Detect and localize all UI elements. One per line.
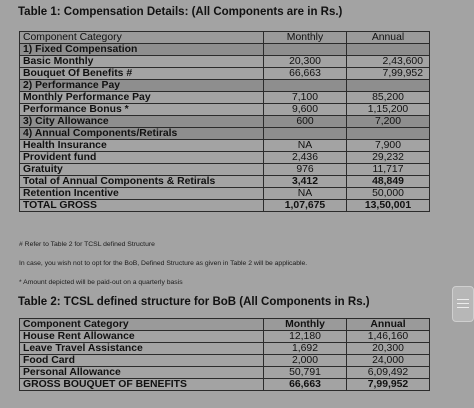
table-row — [20, 152, 430, 164]
row-monthly: 976 — [264, 164, 347, 176]
row-label: Leave Travel Assistance — [20, 343, 264, 355]
grip-line-icon — [457, 307, 469, 308]
row-monthly: 7,100 — [264, 92, 347, 104]
row-label: Total of Annual Components & Retirals — [20, 176, 264, 188]
row-monthly: 20,300 — [264, 56, 347, 68]
table1-title: Table 1: Compensation Details: (All Components are in Rs.) — [18, 6, 343, 18]
row-monthly: 9,600 — [264, 104, 347, 116]
row-monthly: NA — [264, 140, 347, 152]
table2-header-row — [20, 319, 430, 331]
row-annual: 1,15,200 — [347, 104, 430, 116]
row-annual: 24,000 — [347, 355, 430, 367]
row-label: Provident fund — [20, 152, 264, 164]
table1-header-row — [20, 32, 430, 44]
row-monthly: 3,412 — [264, 176, 347, 188]
table-row — [20, 343, 430, 355]
row-label: 1) Fixed Compensation — [20, 44, 264, 56]
row-annual: 2,43,600 — [347, 56, 430, 68]
table-row — [20, 176, 430, 188]
row-annual: 48,849 — [347, 176, 430, 188]
row-label: Personal Allowance — [20, 367, 264, 379]
row-monthly: 66,663 — [264, 379, 347, 391]
row-monthly: 1,07,675 — [264, 200, 347, 212]
row-label: 2) Performance Pay — [20, 80, 264, 92]
row-annual — [347, 80, 430, 92]
row-label: TOTAL GROSS — [20, 200, 264, 212]
table2-header-annual: Annual — [347, 319, 430, 331]
compensation-table — [19, 31, 430, 212]
table-row — [20, 116, 430, 128]
row-label: Monthly Performance Pay — [20, 92, 264, 104]
row-label: Basic Monthly — [20, 56, 264, 68]
table-row — [20, 44, 430, 56]
row-monthly — [264, 44, 347, 56]
row-annual: 7,200 — [347, 116, 430, 128]
table2-title: Table 2: TCSL defined structure for BoB (All Components in Rs.) — [18, 296, 370, 308]
table1-header-monthly: Monthly — [264, 32, 347, 44]
table-row — [20, 80, 430, 92]
table-row — [20, 92, 430, 104]
table2-header-monthly: Monthly — [264, 319, 347, 331]
row-monthly — [264, 128, 347, 140]
table-row — [20, 104, 430, 116]
row-monthly: 600 — [264, 116, 347, 128]
row-label: Health Insurance — [20, 140, 264, 152]
row-monthly: NA — [264, 188, 347, 200]
note-bob-reference: # Refer to Table 2 for TCSL defined Structure — [19, 241, 155, 248]
row-annual: 50,000 — [347, 188, 430, 200]
table1-header-annual: Annual — [347, 32, 430, 44]
row-monthly: 1,692 — [264, 343, 347, 355]
row-label: Bouquet Of Benefits # — [20, 68, 264, 80]
row-label: 3) City Allowance — [20, 116, 264, 128]
row-annual — [347, 128, 430, 140]
table-row — [20, 68, 430, 80]
row-annual: 85,200 — [347, 92, 430, 104]
row-label: Food Card — [20, 355, 264, 367]
row-annual: 7,99,952 — [347, 68, 430, 80]
row-annual: 7,900 — [347, 140, 430, 152]
scroll-handle[interactable] — [452, 286, 474, 322]
row-monthly — [264, 80, 347, 92]
row-annual: 11,717 — [347, 164, 430, 176]
row-label: Retention Incentive — [20, 188, 264, 200]
row-annual: 29,232 — [347, 152, 430, 164]
table-row — [20, 188, 430, 200]
row-annual: 6,09,492 — [347, 367, 430, 379]
row-label: 4) Annual Components/Retirals — [20, 128, 264, 140]
row-monthly: 2,436 — [264, 152, 347, 164]
row-monthly: 50,791 — [264, 367, 347, 379]
row-annual: 13,50,001 — [347, 200, 430, 212]
row-monthly: 2,000 — [264, 355, 347, 367]
row-monthly: 12,180 — [264, 331, 347, 343]
table-row — [20, 367, 430, 379]
note-opt-out: In case, you wish not to opt for the BoB, Defined Structure as given in Table 2 will be applicable. — [19, 260, 308, 267]
table-row — [20, 331, 430, 343]
row-label: GROSS BOUQUET OF BENEFITS — [20, 379, 264, 391]
row-annual: 1,46,160 — [347, 331, 430, 343]
row-label: Performance Bonus * — [20, 104, 264, 116]
bob-structure-table — [19, 318, 430, 391]
table-row — [20, 128, 430, 140]
table-row — [20, 56, 430, 68]
grip-line-icon — [457, 299, 469, 300]
grip-line-icon — [457, 303, 469, 304]
row-label: Gratuity — [20, 164, 264, 176]
table-row — [20, 140, 430, 152]
table1-header-category: Component Category — [20, 32, 264, 44]
row-annual: 20,300 — [347, 343, 430, 355]
note-quarterly: * Amount depicted will be paid-out on a quarterly basis — [19, 279, 183, 286]
table2-header-category: Component Category — [20, 319, 264, 331]
row-annual: 7,99,952 — [347, 379, 430, 391]
row-annual — [347, 44, 430, 56]
row-label: House Rent Allowance — [20, 331, 264, 343]
table-row-total — [20, 379, 430, 391]
table-row — [20, 355, 430, 367]
row-monthly: 66,663 — [264, 68, 347, 80]
table-row-total — [20, 200, 430, 212]
table-row — [20, 164, 430, 176]
